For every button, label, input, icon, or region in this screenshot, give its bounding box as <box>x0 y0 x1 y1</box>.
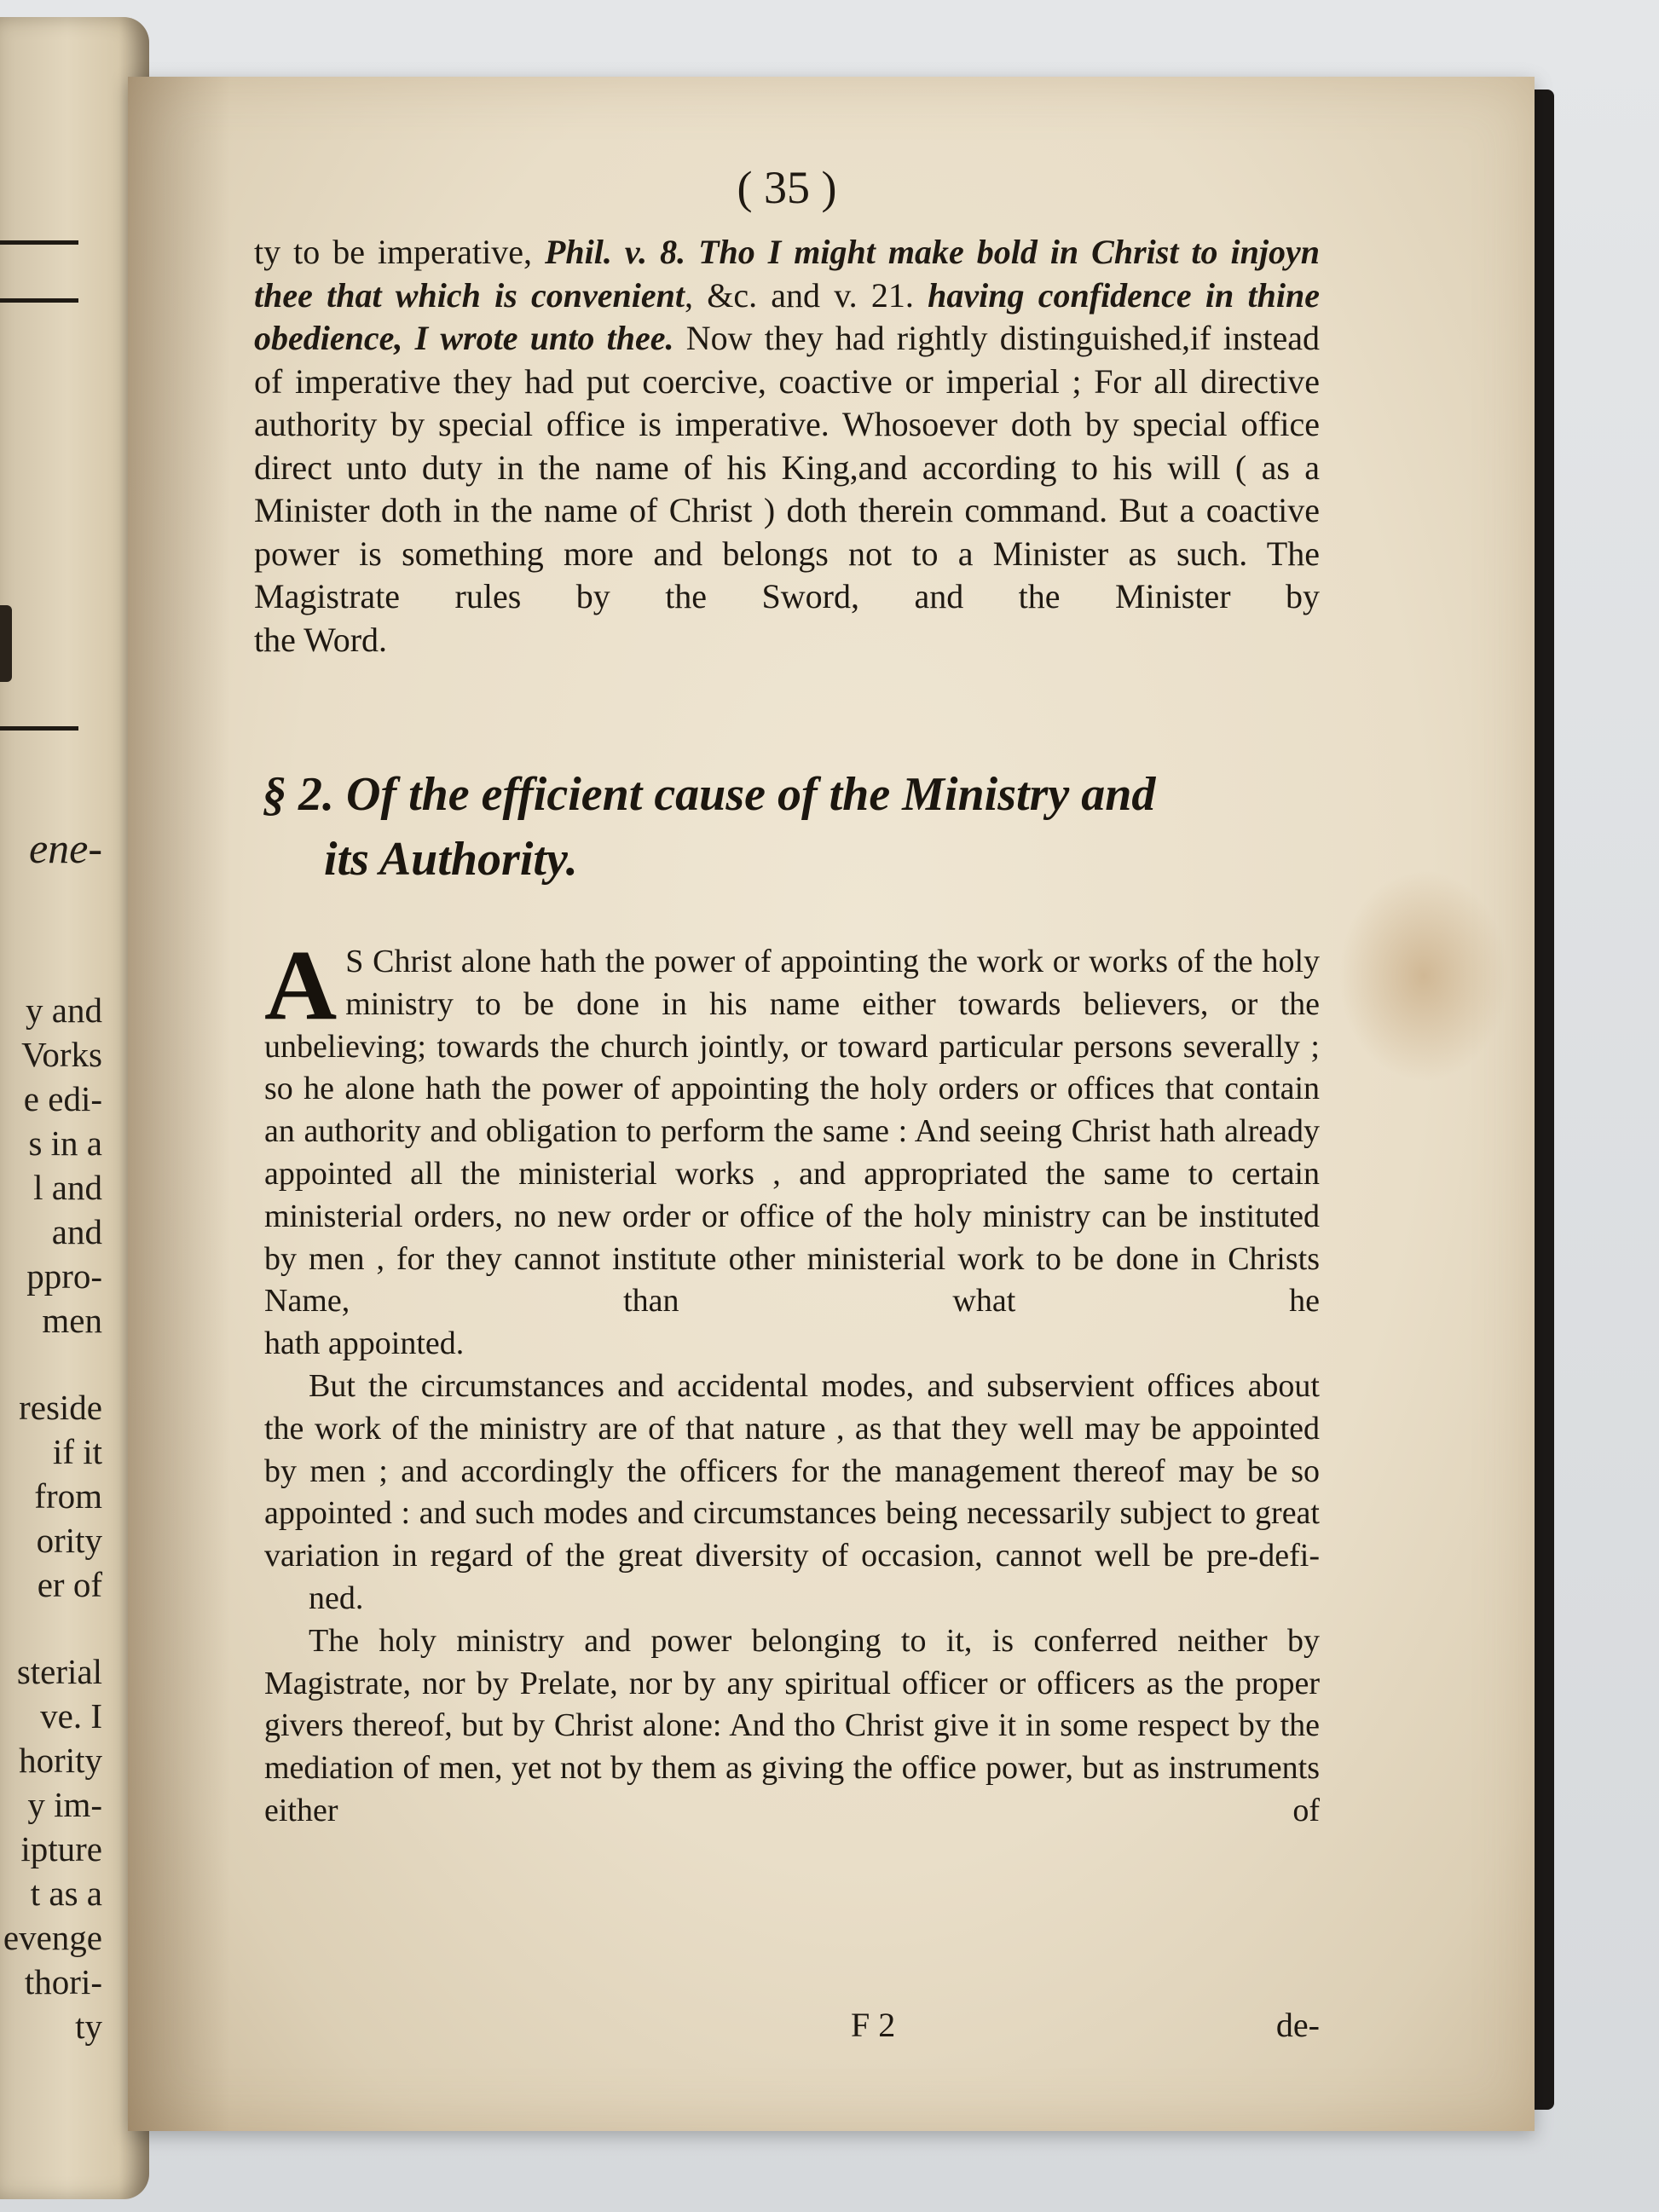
facing-text-fragment: evenge <box>3 1918 102 1957</box>
section-heading-line: its Authority. <box>324 833 578 886</box>
catchword: de- <box>1275 2006 1320 2044</box>
signature-mark: F 2 <box>851 2006 896 2044</box>
drop-cap: A <box>264 929 338 1041</box>
paragraph-text: But the circumstances and accidental modes, and subservient offices about the work of the ministry are of that nature , as that they well may be appointed by men ; and accordingly the officers for the management thereof may be so appointed : and such modes and circumstances being necessarily subject to great variation in regard of the great diversity of occasion, cannot well be pre-defi- <box>264 1367 1320 1574</box>
facing-text-fragment: ve. I <box>40 1696 102 1736</box>
facing-text-fragment: ty <box>75 2007 102 2046</box>
section-heading <box>263 762 1320 892</box>
gutter-shadow <box>128 77 230 2131</box>
scripture-quote: having confidence in thine obedience, I wrote unto thee. <box>254 275 1320 357</box>
facing-text-fragment: hority <box>19 1741 102 1780</box>
facing-text-fragment: from <box>34 1476 102 1516</box>
facing-text-fragment: l and <box>33 1168 102 1207</box>
page-number: ( 35 ) <box>737 162 837 213</box>
facing-text-fragment: ority <box>36 1521 102 1560</box>
page-footer <box>254 2005 1320 2047</box>
paragraph-last-line: the Word. <box>254 620 388 659</box>
paragraph <box>264 929 1320 1366</box>
facing-text-fragment: e edi- <box>23 1079 102 1118</box>
printed-rule <box>0 240 78 245</box>
facing-text-fragment: y im- <box>27 1785 102 1824</box>
paragraph-text: ty to be imperative, <box>254 233 532 271</box>
paragraph-text: S Christ alone hath the power of appointing the work or works of the holy ministry to be done in his name either towards believers, or the unbelieving; towards the church jointly, or toward particular persons severally ; so he alone hath the power of appointing the holy orders or offices that contain an authority and obligation to perform the same : And seeing Christ hath already appointed all the ministerial works , and appropriated the same to certain ministerial orders, no new order or office of the holy ministry can be instituted by men , for they cannot institute other ministerial work to be done in Christs Name, than what he <box>264 944 1320 1320</box>
scripture-quote: Tho I might make bold in Christ to injoyn thee that which is convenient <box>254 233 1321 315</box>
paragraph-text: The holy ministry and power belonging to it, is conferred neither by Magistrate, nor by Prelate, nor by any spiritual officer or officers as the proper givers thereof, but by Christ alone: And tho Christ give it in some respect by the mediation of men, yet not by them as giving the office power, but as instruments either of <box>264 1622 1320 1828</box>
facing-text-fragment: ene- <box>28 824 102 872</box>
book-page <box>128 77 1535 2131</box>
paragraph-last-line: hath appointed. <box>264 1325 465 1362</box>
scripture-reference: Phil. v. 8. <box>544 233 686 271</box>
opening-paragraph <box>254 231 1320 661</box>
facing-text-fragment: reside <box>19 1388 102 1427</box>
facing-text-fragment: sterial <box>16 1652 102 1691</box>
facing-text-fragment: s in a <box>28 1123 102 1163</box>
paragraph-text: , &c. and v. 21. <box>684 275 914 315</box>
ink-mark <box>0 605 12 682</box>
facing-text-fragment: ipture <box>20 1829 102 1868</box>
facing-text-fragment: Vorks <box>21 1035 102 1074</box>
paragraph-last-line: ned. <box>309 1580 364 1616</box>
facing-left-page <box>0 17 149 2199</box>
foxing-stain <box>1338 869 1509 1083</box>
facing-text-fragment: ppro- <box>26 1256 102 1296</box>
paragraph <box>264 1620 1320 1833</box>
page-text-block <box>254 158 1320 1833</box>
facing-text-fragment: thori- <box>24 1962 102 2001</box>
paragraph-text: Now they had rightly distinguished,if instead of imperative they had put coercive, coactive or imperial ; For all directive authority by special office is imperative. Whosoever doth by special office direct unto duty in the name of his King,and according to his will ( as a Minister doth in the name of Christ ) doth therein command. But a coactive power is something more and belongs not to a Minister as such. The Magistrate rules by the Sword, and the Minister by <box>254 319 1320 615</box>
facing-text-fragment: and <box>51 1212 102 1251</box>
facing-text-fragment: if it <box>52 1432 102 1471</box>
facing-text-fragment: y and <box>26 990 102 1030</box>
printed-rule <box>0 298 78 303</box>
facing-text-fragment: men <box>42 1301 102 1340</box>
printed-rule <box>0 726 78 731</box>
facing-text-fragment: er of <box>37 1565 102 1604</box>
facing-text-fragment: t as a <box>30 1874 102 1913</box>
section-heading-line: § 2. Of the efficient cause of the Ministry and <box>263 768 1156 821</box>
paragraph <box>264 1366 1320 1620</box>
